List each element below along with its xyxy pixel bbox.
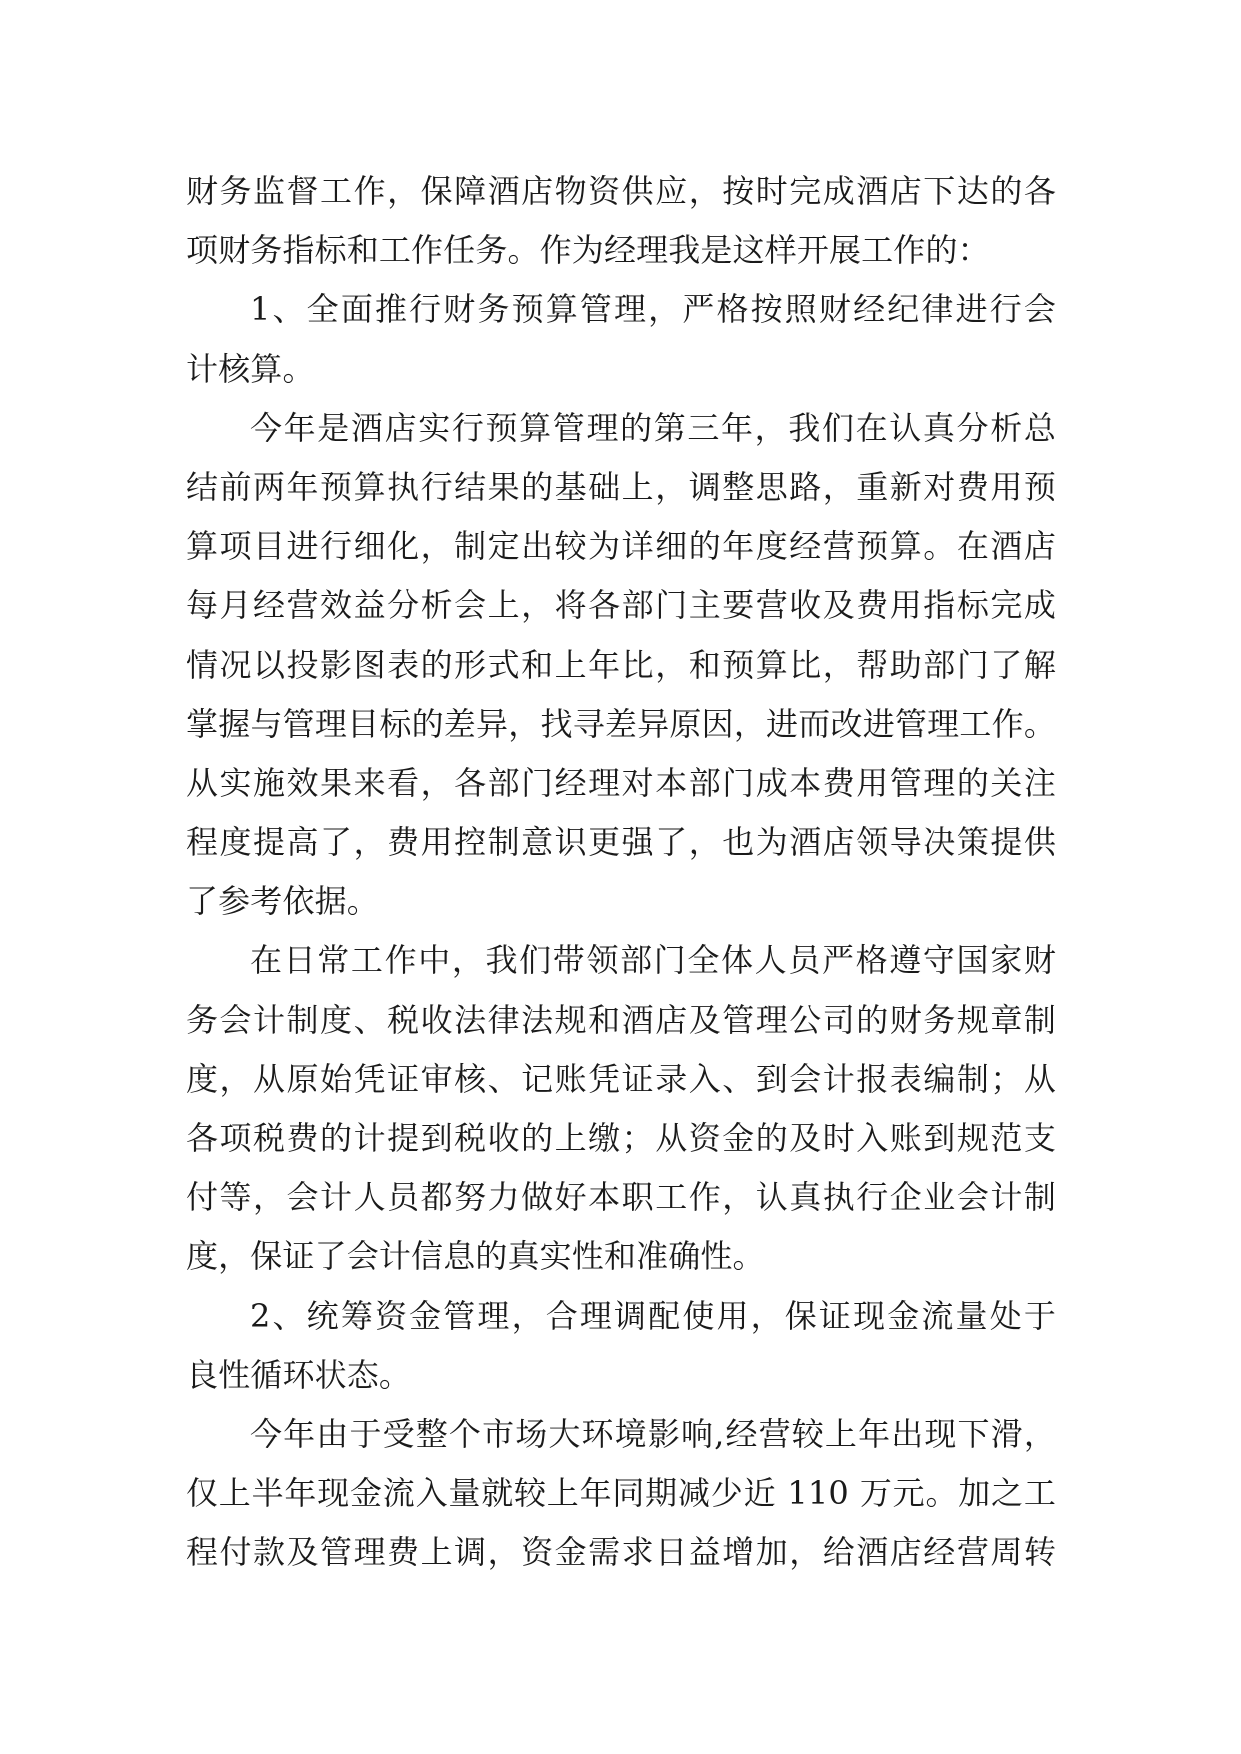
text-line: 今年由于受整个市场大环境影响,经营较上年出现下滑， — [250, 1414, 1056, 1453]
text-line: 计核算。 — [186, 349, 315, 388]
text-line: 项财务指标和工作任务。作为经理我是这样开展工作的： — [186, 231, 990, 270]
text-line: 了参考依据。 — [186, 882, 379, 921]
text-line: 付等，会计人员都努力做好本职工作，认真执行企业会计制 — [186, 1178, 1056, 1217]
text-line: 算项目进行细化，制定出较为详细的年度经营预算。在酒店 — [186, 527, 1056, 566]
text-line: 2、统筹资金管理，合理调配使用，保证现金流量处于 — [250, 1296, 1056, 1335]
text-line: 程付款及管理费上调，资金需求日益增加，给酒店经营周转 — [186, 1533, 1056, 1572]
text-line: 程度提高了，费用控制意识更强了，也为酒店领导决策提供 — [186, 823, 1056, 862]
text-line: 良性循环状态。 — [186, 1355, 412, 1394]
text-line: 度，保证了会计信息的真实性和准确性。 — [186, 1237, 765, 1276]
text-line: 务会计制度、税收法律法规和酒店及管理公司的财务规章制 — [186, 1000, 1056, 1039]
text-line: 在日常工作中，我们带领部门全体人员严格遵守国家财 — [250, 941, 1056, 980]
text-line: 度，从原始凭证审核、记账凭证录入、到会计报表编制；从 — [186, 1059, 1056, 1098]
text-line: 各项税费的计提到税收的上缴；从资金的及时入账到规范支 — [186, 1119, 1056, 1157]
text-line: 结前两年预算执行结果的基础上，调整思路，重新对费用预 — [186, 467, 1056, 506]
text-line: 仅上半年现金流入量就较上年同期减少近 110 万元。加之工 — [186, 1474, 1056, 1513]
text-line: 每月经营效益分析会上，将各部门主要营收及费用指标完成 — [186, 586, 1056, 625]
document-body — [186, 162, 1056, 1583]
text-line: 今年是酒店实行预算管理的第三年，我们在认真分析总 — [250, 408, 1056, 447]
text-line: 财务监督工作，保障酒店物资供应，按时完成酒店下达的各 — [186, 172, 1056, 210]
text-line: 从实施效果来看，各部门经理对本部门成本费用管理的关注 — [186, 763, 1056, 802]
text-line: 情况以投影图表的形式和上年比，和预算比，帮助部门了解 — [186, 645, 1056, 684]
text-line: 1、全面推行财务预算管理，严格按照财经纪律进行会 — [250, 290, 1056, 329]
text-line: 掌握与管理目标的差异，找寻差异原因，进而改进管理工作。 — [186, 704, 1056, 743]
